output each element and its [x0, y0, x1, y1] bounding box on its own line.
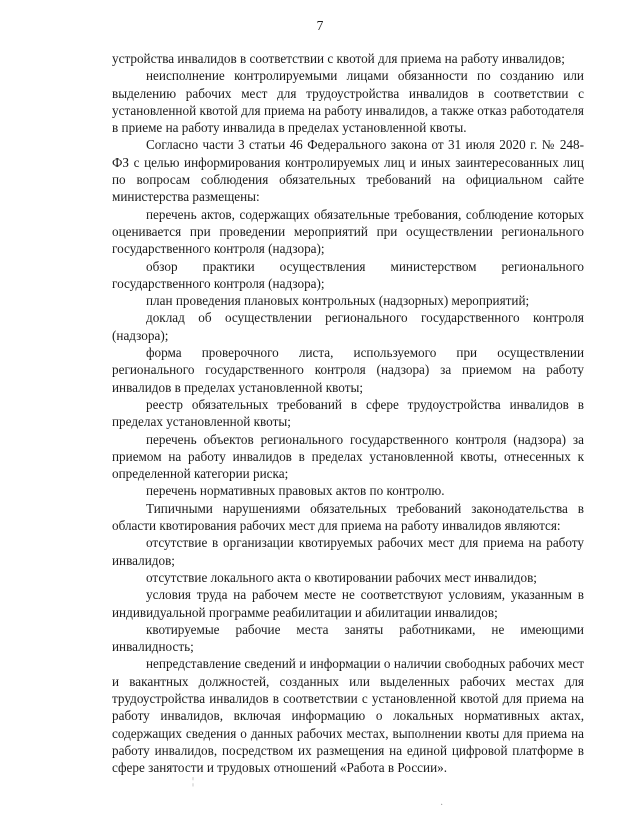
paragraph: неисполнение контролируемыми лицами обязанности по созданию или выделению рабочих мест для трудоустройства инвалидов в соответствии с установленной квотой для приема на работу инвалидов, а также отказ работодателя в приеме на работу инвалида в пределах установленной квоты. [112, 68, 584, 136]
paragraph: обзор практики осуществления министерством регионального государственного контроля (надзора); [112, 258, 584, 291]
paragraph: Типичными нарушениями обязательных требований законодательства в области квотирования рабочих мест для приема на работу инвалидов являются: [112, 500, 584, 534]
document-body [112, 50, 584, 776]
paragraph: условия труда на рабочем месте не соответствуют условиям, указанным в индивидуальной программе реабилитации и абилитации инвалидов; [112, 587, 584, 620]
paragraph: устройства инвалидов в соответствии с квотой для приема на работу инвалидов; [112, 51, 565, 66]
paragraph: перечень актов, содержащих обязательные требования, соблюдение которых оценивается при проведении мероприятий при осуществлении регионального государственного контроля (надзора); [112, 206, 584, 257]
scan-artifact-mark: · [440, 800, 444, 811]
paragraph: форма проверочного листа, используемого при осуществлении регионального государственного контроля (надзора) за приемом на работу инвалидов в пределах установленной квоты; [112, 345, 584, 395]
paragraph: отсутствие в организации квотируемых рабочих мест для приема на работу инвалидов; [112, 535, 584, 568]
paragraph: Согласно части 3 статьи 46 Федерального закона от 31 июля 2020 г. № 248-ФЗ с целью информирования контролируемых лиц и иных заинтересованных лиц по вопросам соблюдения обязательных требований на официальном сайте министерства размещены: [112, 137, 584, 205]
paragraph: перечень нормативных правовых актов по контролю. [146, 483, 445, 499]
paragraph: непредставление сведений и информации о наличии свободных рабочих мест и вакантных должностей, созданных или выделенных рабочих местах для трудоустройства инвалидов в соответствии с установленной квотой для приема на работу инвалидов, включая информацию о локальных нормативных актах, содержащих сведения о данных рабочих местах, выполнении квоты для приема на работу инвалидов, посредством их размещения на единой цифровой платформе в сфере занятости и трудовых отношений «Работа в России». [112, 656, 584, 776]
paragraph: отсутствие локального акта о квотировании рабочих мест инвалидов; [146, 569, 537, 585]
scan-artifact-mark: ¦ [192, 776, 195, 787]
paragraph: реестр обязательных требований в сфере трудоустройства инвалидов в пределах установленной квоты; [112, 396, 584, 430]
paragraph: доклад об осуществлении регионального государственного контроля (надзора); [112, 310, 584, 343]
paragraph: план проведения плановых контрольных (надзорных) мероприятий; [146, 293, 530, 309]
paragraph: перечень объектов регионального государственного контроля (надзора) за приемом на работу инвалидов в пределах установленной квоты, отнесенных к определенной категории риска; [112, 431, 584, 482]
paragraph: квотируемые рабочие места заняты работниками, не имеющими инвалидность; [112, 621, 584, 655]
page-number: 7 [316, 18, 324, 33]
